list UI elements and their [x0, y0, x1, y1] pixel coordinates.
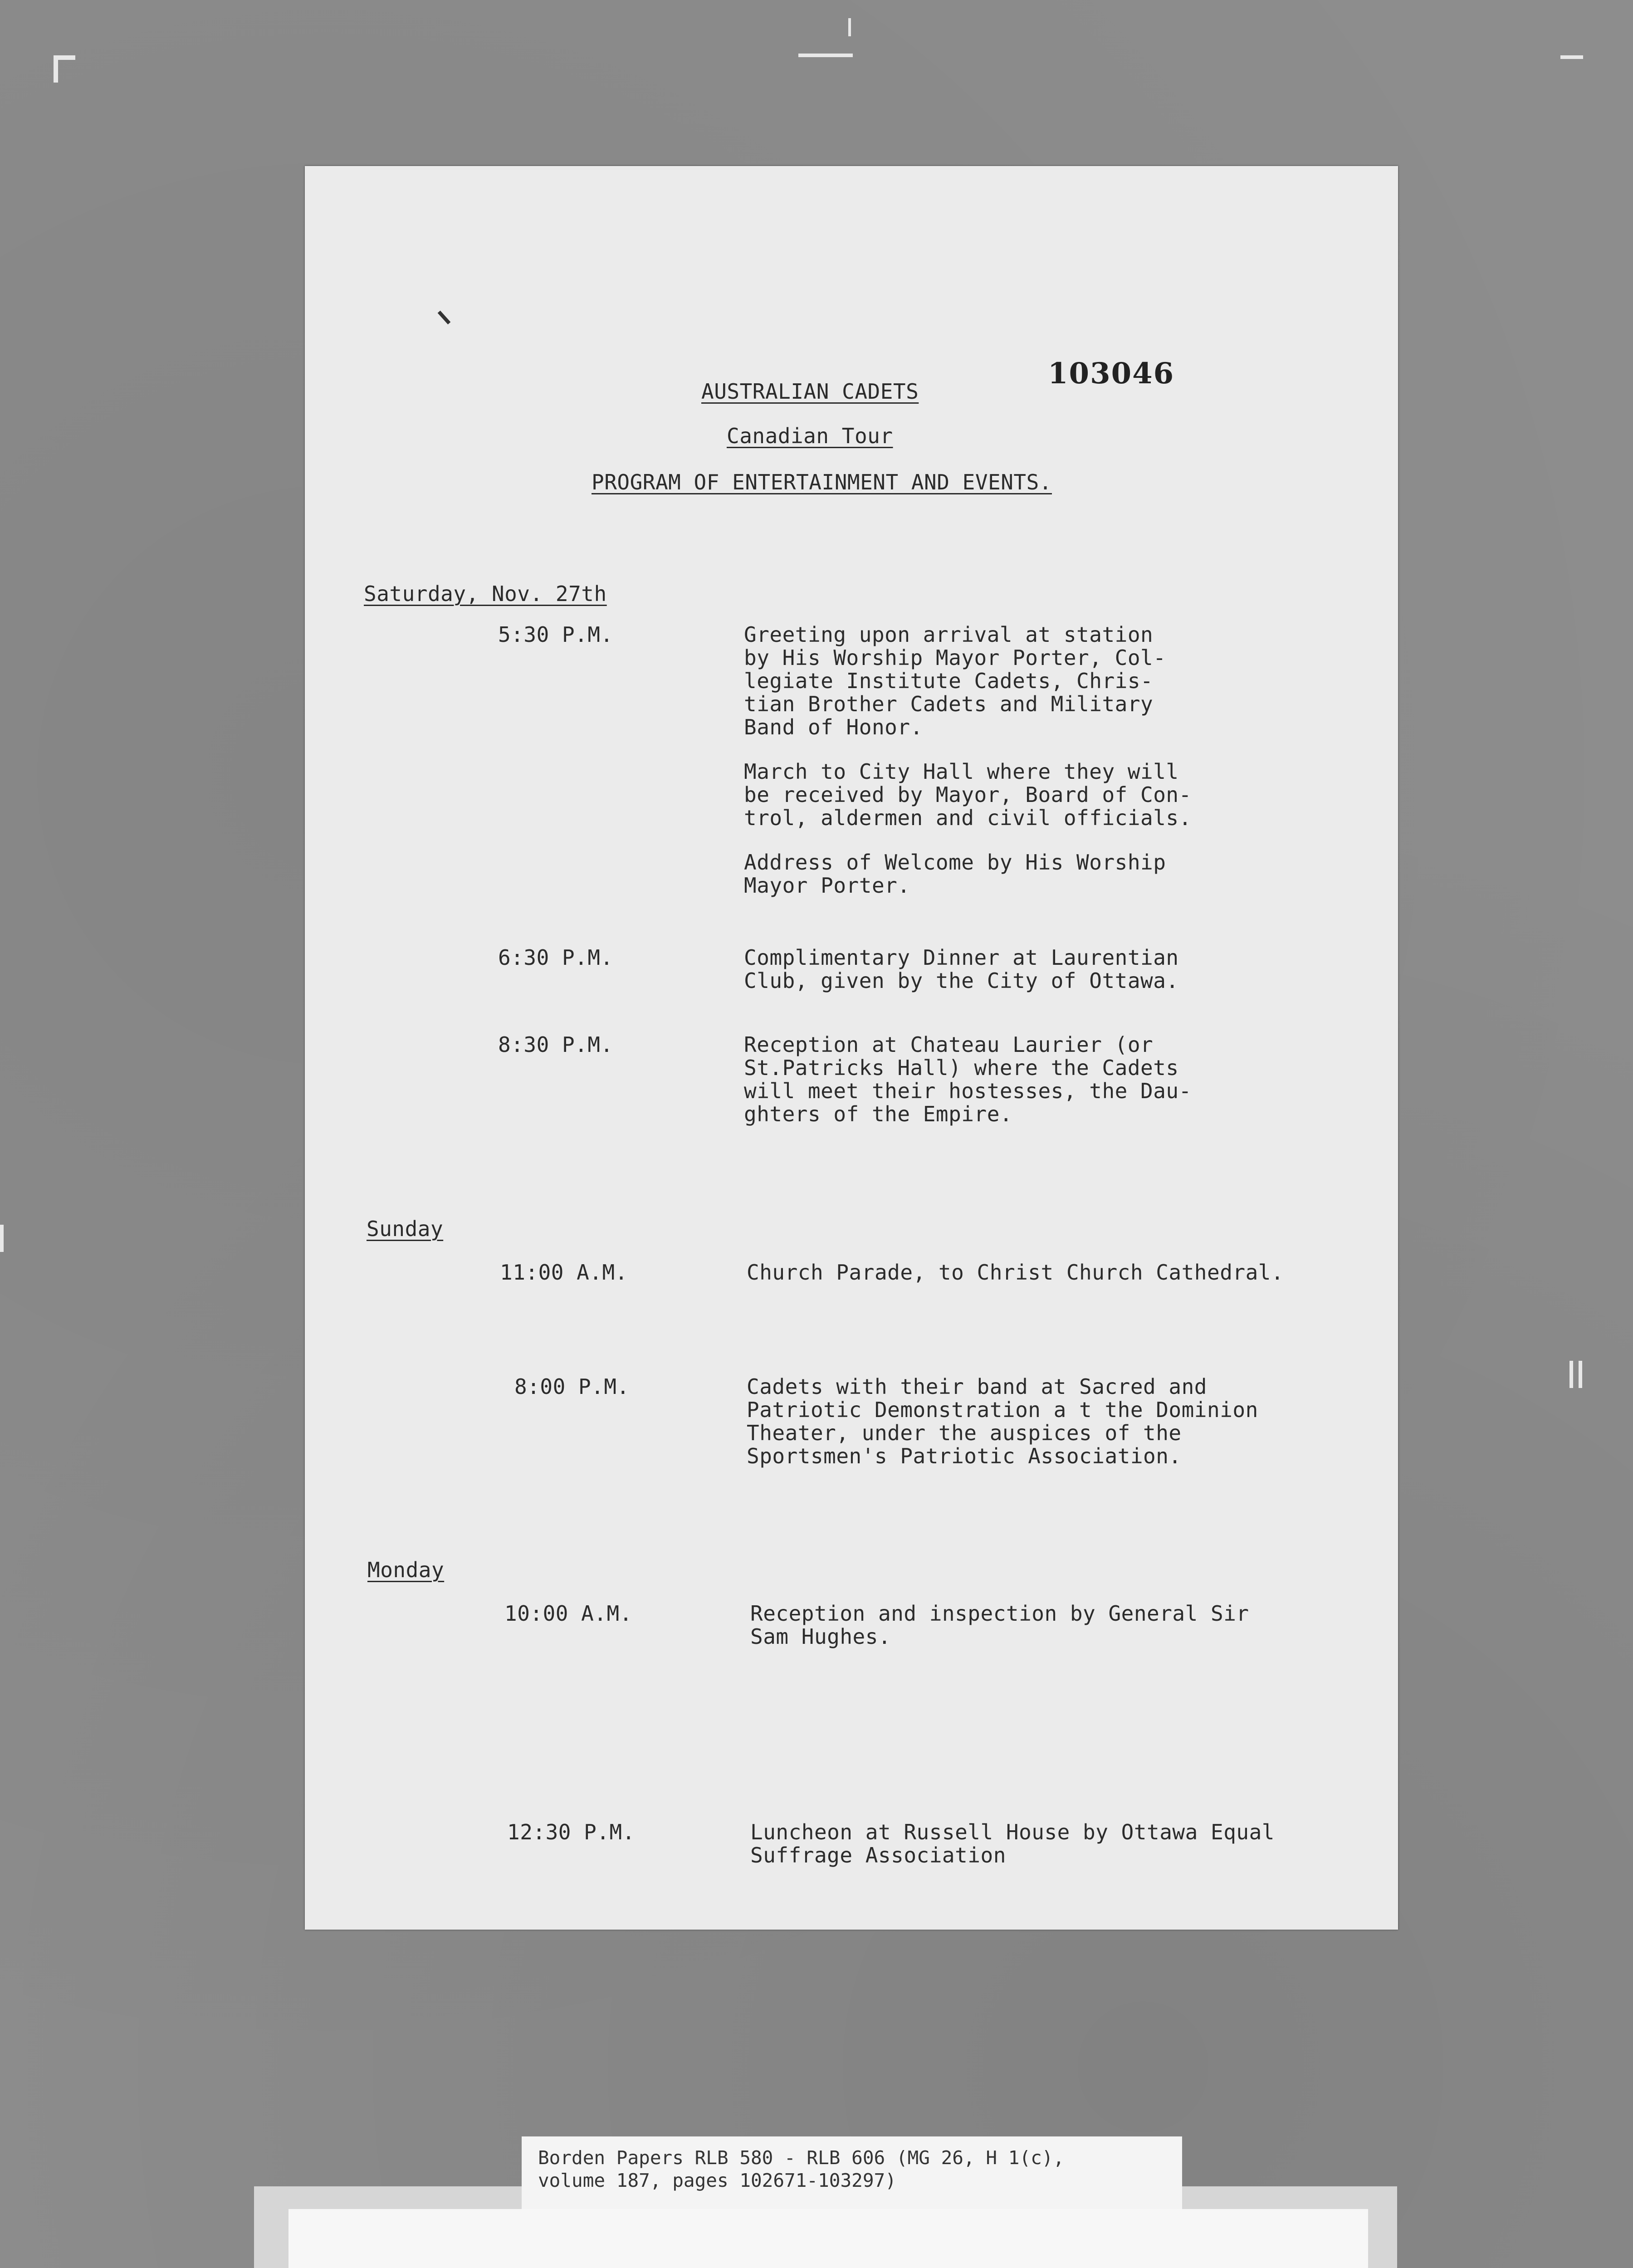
event-description: Luncheon at Russell House by Ottawa Equal Suffrage Association — [750, 1820, 1275, 1867]
event-description: Address of Welcome by His Worship Mayor Porter. — [744, 850, 1166, 898]
event-time: 11:00 A.M. — [500, 1260, 628, 1285]
event-description: Cadets with their band at Sacred and Patriotic Demonstration a t the Dominion Theater, under the auspices of the Sportsmen's Patriotic Association. — [747, 1374, 1258, 1468]
document-title: AUSTRALIAN CADETS — [701, 379, 919, 404]
day-label-monday: Monday — [367, 1558, 445, 1582]
film-frame-mark — [798, 54, 853, 57]
film-frame-mark — [1569, 1361, 1573, 1388]
event-description: Reception at Chateau Laurier (or St.Patricks Hall) where the Cadets will meet their hostesses, the Dau- ghters of the Empire. — [744, 1032, 1192, 1126]
document-number: 103046 — [1048, 357, 1175, 391]
pencil-mark-icon — [438, 311, 451, 325]
document-subtitle: Canadian Tour — [727, 424, 893, 448]
day-label-sunday: Sunday — [367, 1217, 444, 1241]
film-frame-mark — [0, 1225, 4, 1252]
event-time: 8:30 P.M. — [498, 1032, 613, 1057]
event-description: Church Parade, to Christ Church Cathedral. — [747, 1260, 1284, 1285]
event-description: March to City Hall where they will be received by Mayor, Board of Con- trol, aldermen and civil officials. — [744, 759, 1192, 830]
typed-document-page — [305, 166, 1398, 1930]
event-description: Complimentary Dinner at Laurentian Club, given by the City of Ottawa. — [744, 945, 1179, 993]
event-time: 12:30 P.M. — [507, 1820, 635, 1844]
event-time: 8:00 P.M. — [514, 1374, 630, 1399]
film-frame-mark — [848, 18, 851, 36]
event-time: 10:00 A.M. — [504, 1601, 632, 1626]
event-time: 5:30 P.M. — [498, 622, 613, 647]
film-frame-mark — [54, 55, 75, 60]
event-description: Greeting upon arrival at station by His Worship Mayor Porter, Col- legiate Institute Cadets, Chris- tian Brother Cadets and Military Band of Honor. — [744, 622, 1166, 739]
source-caption: Borden Papers RLB 580 - RLB 606 (MG 26, H 1(c), volume 187, pages 102671-103297) — [522, 2136, 1182, 2209]
event-time: 6:30 P.M. — [498, 945, 613, 970]
day-label-saturday: Saturday, Nov. 27th — [364, 582, 607, 606]
program-heading: PROGRAM OF ENTERTAINMENT AND EVENTS. — [592, 470, 1052, 494]
archives-card — [288, 2209, 1368, 2268]
film-frame-mark — [1560, 55, 1583, 59]
event-description: Reception and inspection by General Sir Sam Hughes. — [750, 1601, 1249, 1649]
film-frame-mark — [1579, 1361, 1582, 1388]
